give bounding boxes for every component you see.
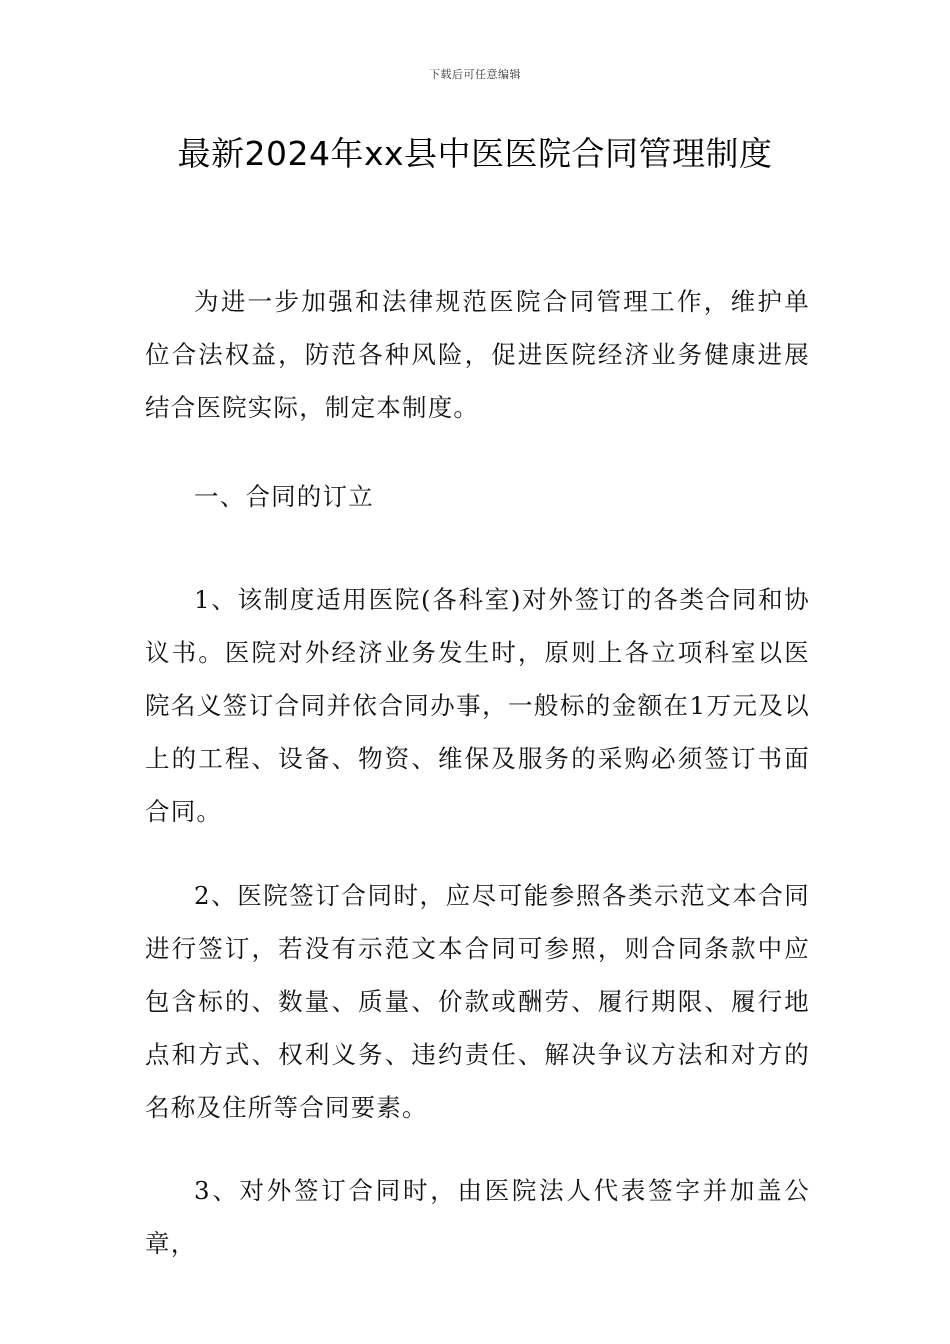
clause-3-paragraph: 3、对外签订合同时，由医院法人代表签字并加盖公章， [145,1176,810,1258]
clause-2-paragraph: 2、医院签订合同时，应尽可能参照各类示范文本合同进行签订，若没有示范文本合同可参照，则合同条款中应包含标的、数量、质量、价款或酬劳、履行期限、履行地点和方式、权利义务、违约责任、解决争议方法和对方的名称及住所等合同要素。 [145,881,810,1122]
clause-1-paragraph: 1、该制度适用医院(各科室)对外签订的各类合同和协议书。医院对外经济业务发生时，原则上各立项科室以医院名义签订合同并依合同办事，一般标的金额在1万元及以上的工程、设备、物资、维保及服务的采购必须签订书面合同。 [145,585,810,826]
header-note: 下载后可任意编辑 [429,68,521,81]
document-title: 最新2024年xx县中医医院合同管理制度 [177,134,773,173]
section-heading-contract-formation: 一、合同的订立 [194,482,374,511]
intro-paragraph: 为进一步加强和法律规范医院合同管理工作，维护单位合法权益，防范各种风险，促进医院经济业务健康进展结合医院实际，制定本制度。 [145,287,810,422]
